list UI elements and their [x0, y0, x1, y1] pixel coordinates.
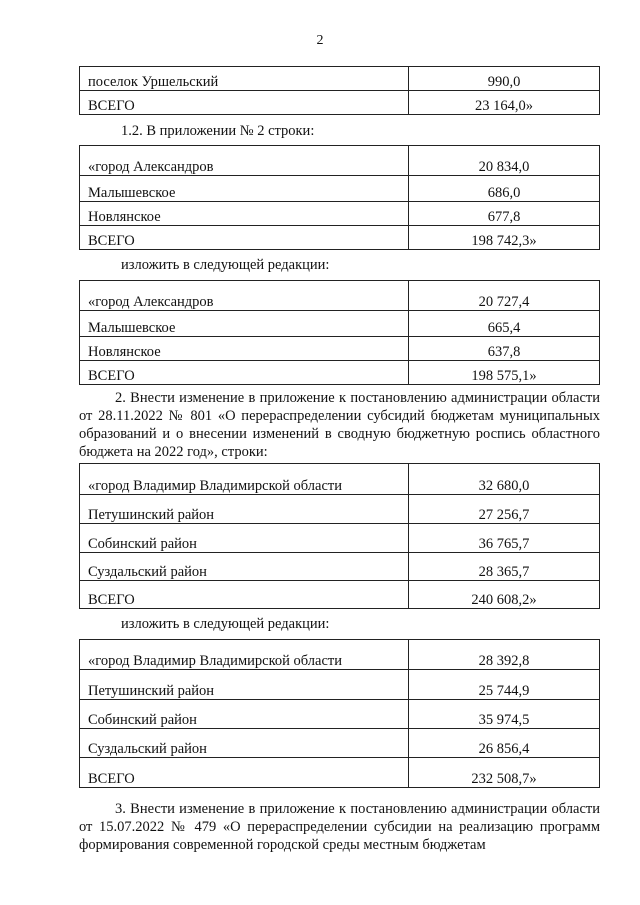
row-value: 36 765,7 — [409, 524, 600, 553]
row-name: «город Александров — [80, 281, 409, 311]
row-name: «город Александров — [80, 146, 409, 176]
table-a — [79, 66, 600, 115]
row-value: 240 608,2» — [409, 581, 600, 609]
row-value: 198 575,1» — [409, 361, 600, 385]
row-value: 686,0 — [409, 176, 600, 202]
table-row — [80, 226, 600, 250]
row-name: Малышевское — [80, 176, 409, 202]
row-name: Собинский район — [80, 524, 409, 553]
row-value: 32 680,0 — [409, 464, 600, 495]
row-value: 26 856,4 — [409, 729, 600, 758]
page-number: 2 — [316, 33, 324, 48]
table-row — [80, 91, 600, 115]
row-name: Суздальский район — [80, 729, 409, 758]
table-row — [80, 640, 600, 670]
table-row — [80, 361, 600, 385]
row-value: 27 256,7 — [409, 495, 600, 524]
row-name: ВСЕГО — [80, 91, 409, 115]
row-value: 637,8 — [409, 337, 600, 361]
replace-instruction-1: изложить в следующей редакции: — [121, 257, 330, 273]
table-row — [80, 495, 600, 524]
table-row — [80, 311, 600, 337]
section-2-paragraph: 2. Внести изменение в приложение к постановлению администрации области от 28.11.2022 № 801 «О перераспределении субсидий бюджетам муниципальных образований и о внесении изменений в сводную бюджетную роспись областного бюджета на 2022 год», строки: — [79, 390, 600, 460]
row-value: 677,8 — [409, 202, 600, 226]
table-row — [80, 758, 600, 788]
row-value: 23 164,0» — [409, 91, 600, 115]
row-value: 35 974,5 — [409, 700, 600, 729]
row-name: Новлянское — [80, 337, 409, 361]
row-value: 990,0 — [409, 67, 600, 91]
row-value: 28 392,8 — [409, 640, 600, 670]
table-row — [80, 553, 600, 581]
row-value: 665,4 — [409, 311, 600, 337]
table-b — [79, 145, 600, 250]
row-name: Малышевское — [80, 311, 409, 337]
row-value: 25 744,9 — [409, 670, 600, 700]
row-value: 198 742,3» — [409, 226, 600, 250]
section-1-2-heading: 1.2. В приложении № 2 строки: — [121, 123, 315, 139]
table-e — [79, 639, 600, 788]
table-c — [79, 280, 600, 385]
row-name: Новлянское — [80, 202, 409, 226]
table-row — [80, 281, 600, 311]
row-name: ВСЕГО — [80, 581, 409, 609]
row-name: «город Владимир Владимирской области — [80, 464, 409, 495]
row-name: ВСЕГО — [80, 226, 409, 250]
row-name: Суздальский район — [80, 553, 409, 581]
row-value: 232 508,7» — [409, 758, 600, 788]
table-row — [80, 176, 600, 202]
table-row — [80, 700, 600, 729]
row-value: 28 365,7 — [409, 553, 600, 581]
row-value: 20 834,0 — [409, 146, 600, 176]
table-row — [80, 202, 600, 226]
table-d — [79, 463, 600, 609]
row-value: 20 727,4 — [409, 281, 600, 311]
replace-instruction-2: изложить в следующей редакции: — [121, 616, 330, 632]
row-name: ВСЕГО — [80, 361, 409, 385]
table-row — [80, 524, 600, 553]
table-row — [80, 337, 600, 361]
table-row — [80, 146, 600, 176]
row-name: поселок Уршельский — [80, 67, 409, 91]
row-name: Собинский район — [80, 700, 409, 729]
row-name: Петушинский район — [80, 495, 409, 524]
table-row — [80, 581, 600, 609]
row-name: «город Владимир Владимирской области — [80, 640, 409, 670]
table-row — [80, 670, 600, 700]
table-row — [80, 464, 600, 495]
row-name: Петушинский район — [80, 670, 409, 700]
table-row — [80, 729, 600, 758]
row-name: ВСЕГО — [80, 758, 409, 788]
table-row — [80, 67, 600, 91]
section-3-paragraph: 3. Внести изменение в приложение к постановлению администрации области от 15.07.2022 № 479 «О перераспределении субсидии на реализацию программ формирования современной городской среды местным бюджетам — [79, 801, 600, 853]
